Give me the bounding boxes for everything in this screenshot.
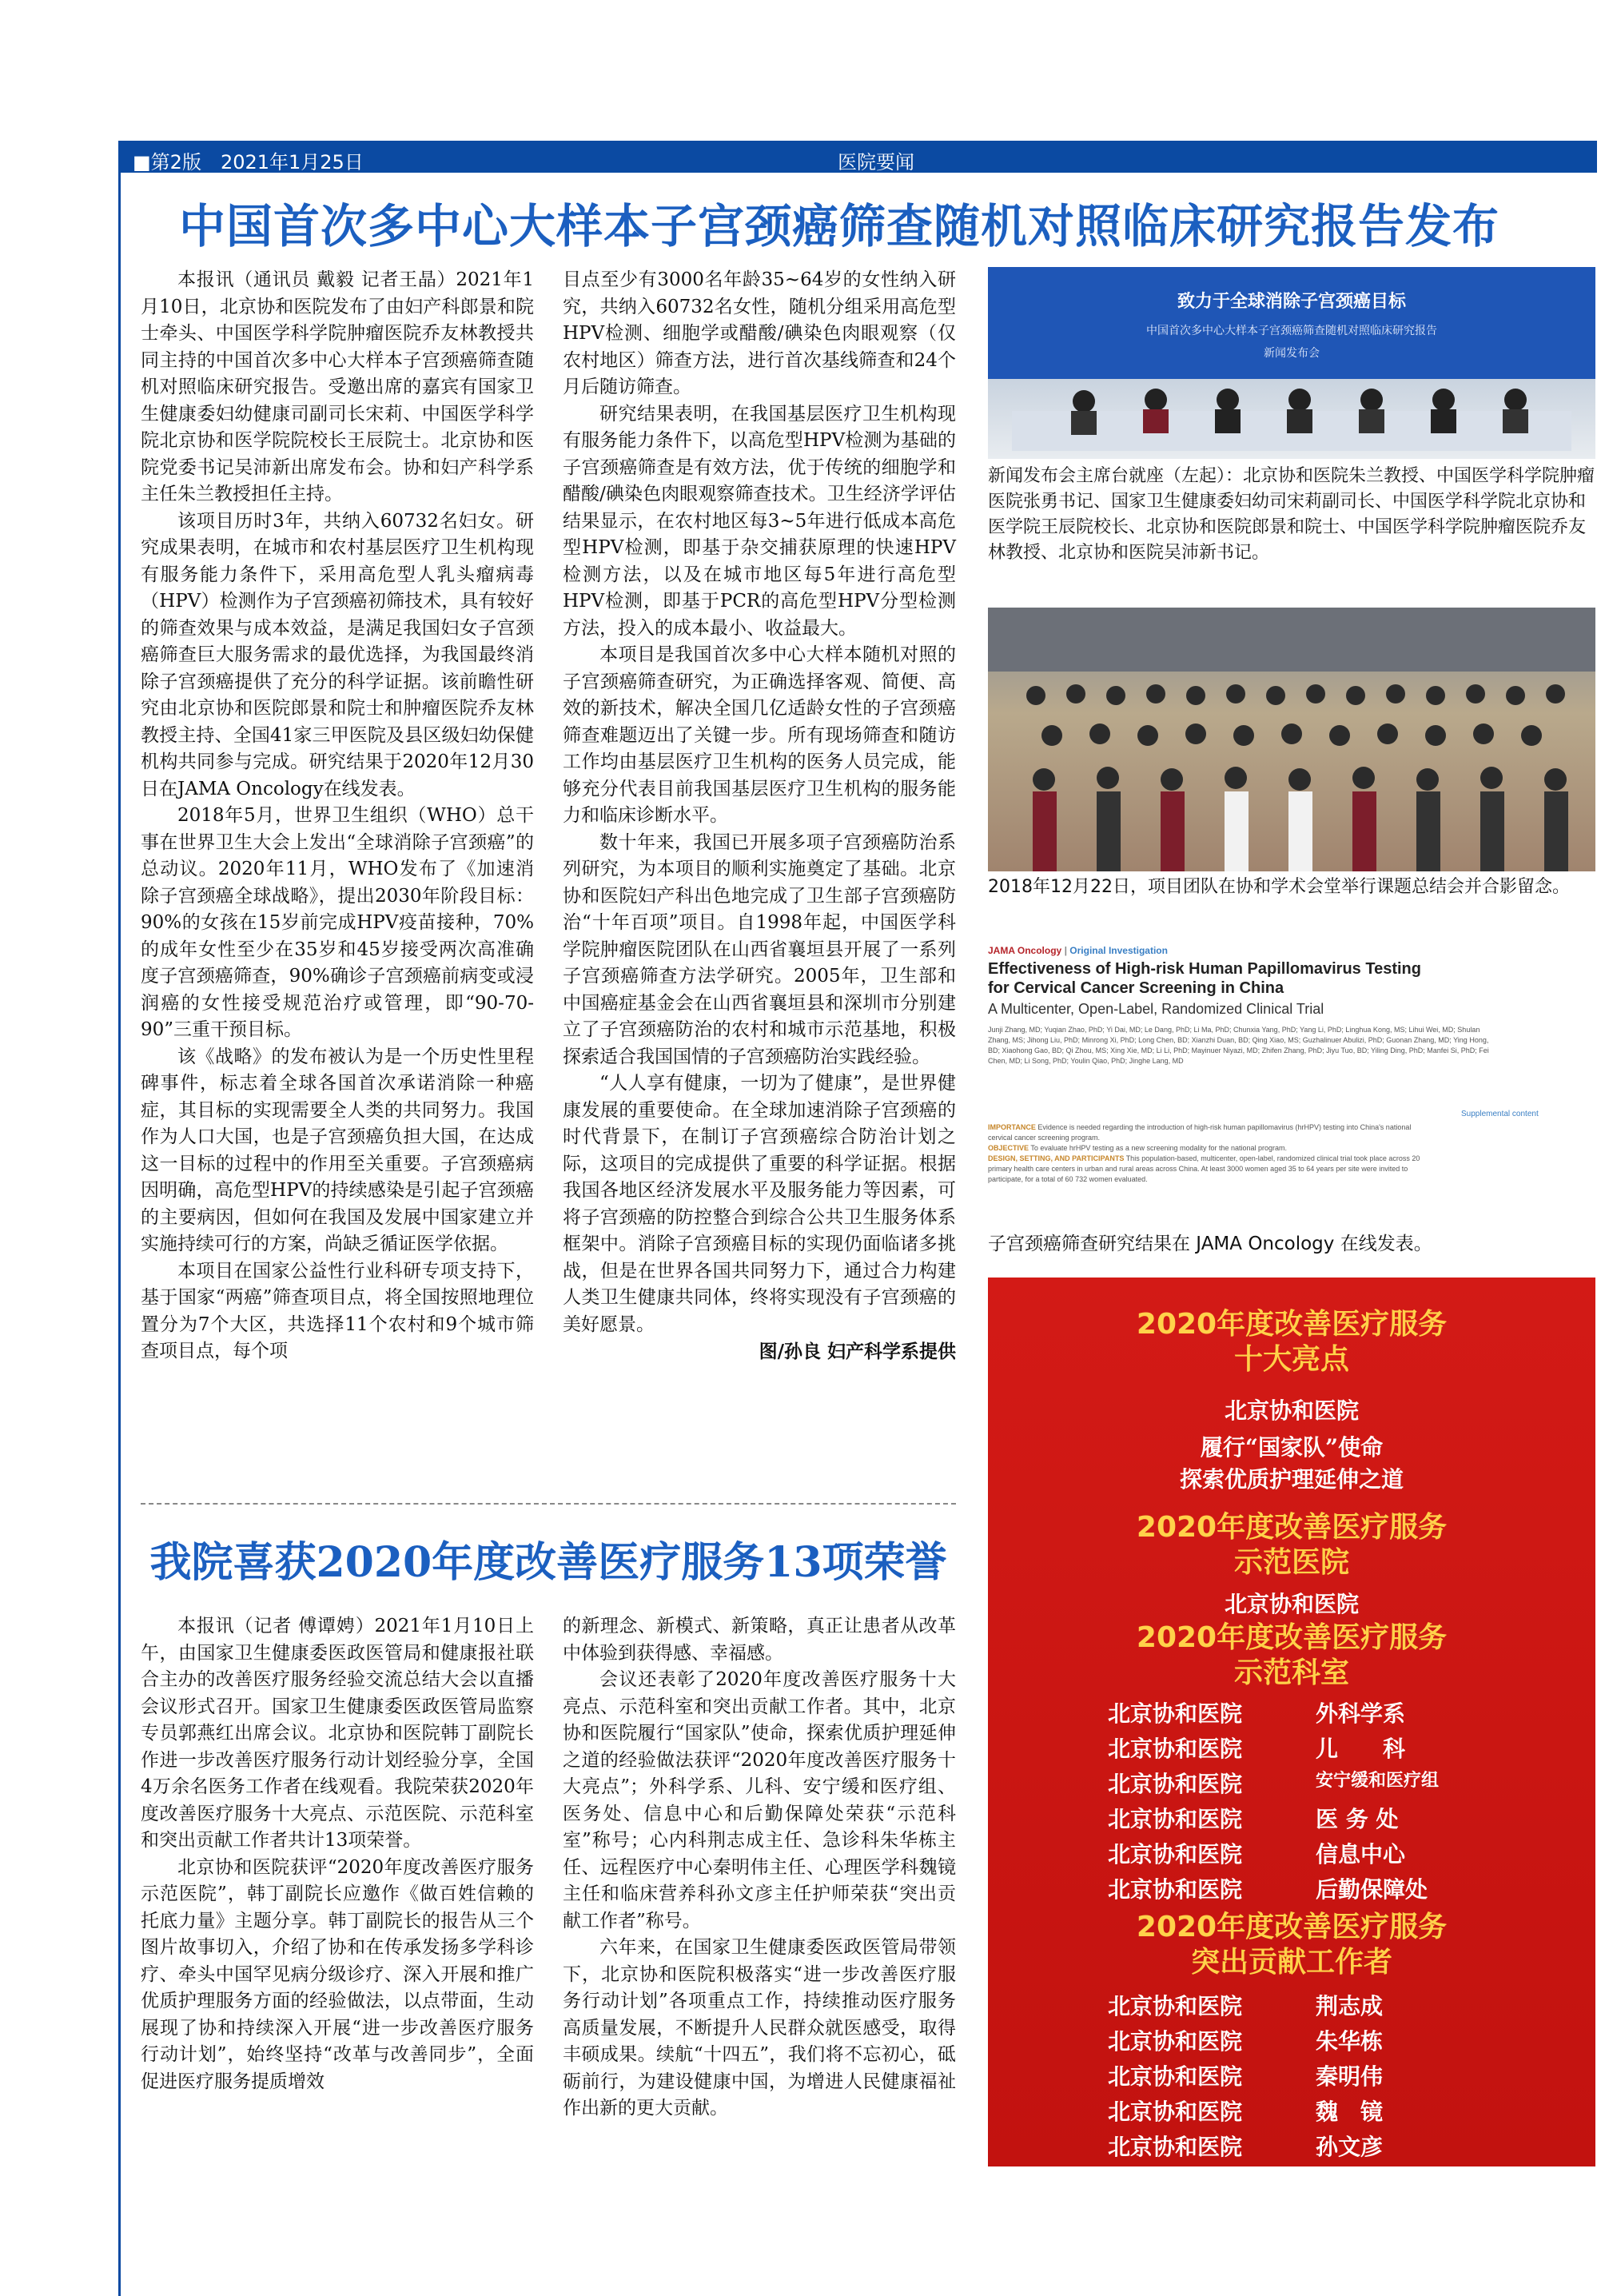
supplemental-link[interactable]: Supplemental content <box>1461 1110 1539 1118</box>
group-photo <box>988 608 1595 871</box>
article1-para: 本报讯（通讯员 戴毅 记者王晶）2021年1月10日，北京协和医院发布了由妇产科郎景和院士牵头、中国医学科学院肿瘤医院乔友林教授共同主持的中国首次多中心大样本子宫颈癌筛查随机对照临床研究报告。受邀出席的嘉宾有国家卫生健康委妇幼健康司副司长宋莉、中国医学科学院北京协和医学院院校长王辰院士。北京协和医院党委书记吴沛新出席发布会。协和妇产科学系主任朱兰教授担任主持。 <box>141 269 534 504</box>
article2-para: 六年来，在国家卫生健康委医政医管局带领下，北京协和医院积极落实“进一步改善医疗服务行动计划”各项重点工作，持续推动医疗服务高质量发展，不断提升人民群众就医感受，取得丰硕成果。续航“十四五”，我们将不忘初心，砥砺前行，为建设健康中国，为增进人民健康福祉作出新的更大贡献。 <box>563 1937 956 2119</box>
page-header-bar <box>118 141 1597 173</box>
honor-person: 魏 镜 <box>1316 2099 1384 2125</box>
section-name: 医院要闻 <box>838 151 914 173</box>
honor-dept: 后勤保障处 <box>1316 1876 1428 1903</box>
objective-label: OBJECTIVE <box>988 1144 1029 1152</box>
journal-article-subtitle: A Multicenter, Open-Label, Randomized Clinical Trial <box>988 1001 1324 1017</box>
article1-para: 该《战略》的发布被认为是一个历史性里程碑事件，标志着全球各国首次承诺消除一种癌症，其目标的实现需要全人类的共同努力。我国作为人口大国，也是子宫颈癌负担大国，在达成这一目标的过程中的作用至关重要。子宫颈癌病因明确，高危型HPV的持续感染是引起子宫颈癌的主要病因，但如何在我国及发展中国家建立并实施持续可行的方案，尚缺乏循证医学依据。 <box>141 1046 534 1254</box>
press-conference-photo <box>988 267 1595 459</box>
article2-para: 会议还表彰了2020年度改善医疗服务十大亮点、示范科室和突出贡献工作者。其中，北京协和医院履行“国家队”使命，探索优质护理延伸之道的经验做法获评“2020年度改善医疗服务十大亮点”；外科学系、儿科、安宁缓和医疗组、医务处、信息中心和后勤保障处荣获“示范科室”称号；心内科荆志成主任、急诊科朱华栋主任、远程医疗中心秦明伟主任、心理医学科魏镜主任和临床营养科孙文彦主任护师荣获“突出贡献工作者”称号。 <box>563 1669 956 1931</box>
photo1-caption: 新闻发布会主席台就座（左起）：北京协和医院朱兰教授、中国医学科学院肿瘤医院张勇书记、国家卫生健康委妇幼司宋莉副司长、中国医学科学院北京协和医学院王辰院校长、北京协和医院郎景和院士、中国医学科学院肿瘤医院乔友林教授、北京协和医院吴沛新书记。 <box>988 466 1595 563</box>
honors-section2-org: 北京协和医院 <box>1224 1591 1359 1617</box>
banner-text: 致力于全球消除子宫颈癌目标 <box>1177 292 1407 312</box>
importance-text: Evidence is needed regarding the introduction of high-risk human papillomavirus (hrHPV) testing into China's national cervical cancer screening program. <box>988 1123 1412 1142</box>
honor-hospital: 北京协和医院 <box>1108 2028 1243 2055</box>
honor-person: 荆志成 <box>1316 1993 1384 2019</box>
design-label: DESIGN, SETTING, AND PARTICIPANTS <box>988 1154 1125 1162</box>
photo2-caption: 2018年12月22日，项目团队在协和学术会堂举行课题总结会并合影留念。 <box>988 877 1570 897</box>
journal-authors: Junji Zhang, MD; Yuqian Zhao, PhD; Yi Dai, MD; Le Dang, PhD; Li Ma, PhD; Chunxia Yang, PhD; Yang Li, PhD; Linghua Kong, MS; Lihui Wei, MD; Shulan Zhang, MS; Jihong Liu, PhD; Minrong Xi, PhD; Long Chen, BD; Xianzhi Duan, BD; Qing Xiao, MS; Guzhalinuer Abulizi, PhD; Guonan Zhang, MD; Ying Hong, BD; Xiaohong Gao, BD; Qi Zhou, MS; Xing Xie, MD; Li Li, PhD; Mayinuer Niyazi, MD; Zhifen Zhang, PhD; Jiyu Tuo, BD; Yiling Ding, PhD; Manfei Si, PhD; Fei Chen, MD; Li Song, PhD; Youlin Qiao, PhD; Jinghe Lang, MD <box>988 1026 1489 1065</box>
honors-panel <box>988 1278 1595 2166</box>
honors-section4-title: 2020年度改善医疗服务 <box>1136 1911 1448 1943</box>
journal-name: JAMA Oncology <box>988 945 1062 956</box>
article1-para: 数十年来，我国已开展多项子宫颈癌防治系列研究，为本项目的顺利实施奠定了基础。北京协和医院妇产科出色地完成了卫生部子宫颈癌防治“十年百项”项目。自1998年起，中国医学科学院肿瘤医院团队在山西省襄垣县开展了一系列子宫颈癌筛查方法学研究。2005年，卫生部和中国癌症基金会在山西省襄垣县和深圳市分别建立了子宫颈癌防治的农村和城市示范基地，积极探索适合我国国情的子宫颈癌防治实践经验。 <box>563 831 956 1067</box>
journal-article-type: Original Investigation <box>1069 945 1168 956</box>
article1-para: 本项目是我国首次多中心大样本随机对照的子宫颈癌筛查研究，为正确选择客观、简便、高效的新技术，解决全国几亿适龄女性的子宫颈癌筛查难题迈出了关键一步。所有现场筛查和随访工作均由基层医疗卫生机构的医务人员完成，能够充分代表目前我国基层医疗卫生机构的服务能力和临床诊断水平。 <box>563 644 956 826</box>
article1-title: 中国首次多中心大样本子宫颈癌筛查随机对照临床研究报告发布 <box>178 199 1499 253</box>
article1-para: “人人享有健康，一切为了健康”，是世界健康发展的重要使命。在全球加速消除子宫颈癌的时代背景下，在制订子宫颈癌综合防治计划之际，这项目的完成提供了重要的科学证据。根据我国各地区经济发展水平及服务能力等因素，可将子宫颈癌的防控整合到综合公共卫生服务体系框架中。消除子宫颈癌目标的实现仍面临诸多挑战，但是在世界各国共同努力下，通过合力构建人类卫生健康共同体，终将实现没有子宫颈癌的美好愿景。 <box>563 1073 956 1335</box>
article2-para: 北京协和医院获评“2020年度改善医疗服务示范医院”，韩丁副院长应邀作《做百姓信赖的托底力量》主题分享。韩丁副院长的报告从三个图片故事切入，介绍了协和在传承发扬多学科诊疗、牵头中国罕见病分级诊疗、深入开展和推广优质护理服务方面的经验做法，以点带面，生动展现了协和持续深入开展“进一步改善医疗服务行动计划”，始终坚持“改革与改善同步”，全面促进医疗服务提质增效 <box>141 1856 534 2092</box>
honors-section1-item: 探索优质护理延伸之道 <box>1179 1466 1404 1493</box>
honor-hospital: 北京协和医院 <box>1108 1806 1243 1832</box>
photo-credit: 图/孙良 妇产科学系提供 <box>759 1341 956 1362</box>
honor-hospital: 北京协和医院 <box>1108 2134 1243 2160</box>
honor-hospital: 北京协和医院 <box>1108 1771 1243 1797</box>
honor-hospital: 北京协和医院 <box>1108 1736 1243 1762</box>
honors-section4-subtitle: 突出贡献工作者 <box>1190 1946 1392 1979</box>
honor-dept: 儿 科 <box>1316 1736 1406 1762</box>
left-rule <box>118 173 121 2296</box>
banner-subtext-2: 新闻发布会 <box>1264 347 1320 360</box>
honors-section2-title: 2020年度改善医疗服务 <box>1136 1511 1448 1544</box>
honor-person: 朱华栋 <box>1316 2028 1384 2055</box>
honor-dept: 信息中心 <box>1316 1841 1406 1867</box>
journal-abstract <box>988 1122 1436 1185</box>
honors-section1-org: 北京协和医院 <box>1224 1397 1359 1424</box>
article2-column-1 <box>141 1613 534 2095</box>
honor-dept: 安宁缓和医疗组 <box>1316 1770 1440 1791</box>
objective-text: To evaluate hrHPV testing as a new screening modality for the national program. <box>1030 1144 1288 1152</box>
article2-title: 我院喜获2020年度改善医疗服务13项荣誉 <box>149 1538 947 1587</box>
honors-section3-title: 2020年度改善医疗服务 <box>1136 1621 1448 1654</box>
article2-para: 本报讯（记者 傅谭娉）2021年1月10日上午，由国家卫生健康委医政医管局和健康报社联合主办的改善医疗服务经验交流总结大会以直播会议形式召开。国家卫生健康委医政医管局监察专员郭燕红出席会议。北京协和医院韩丁副院长作进一步改善医疗服务行动计划经验分享，全国4万余名医务工作者在线观看。我院荣获2020年度改善医疗服务十大亮点、示范医院、示范科室和突出贡献工作者共计13项荣誉。 <box>141 1616 534 1851</box>
design-text: This population-based, multicenter, open-label, randomized clinical trial took place across 20 primary health care centers in urban and rural areas across China. At least 3000 women aged 35 to 64 years per site were invited to participate, for a total of 60 732 women evaluated. <box>988 1154 1420 1183</box>
banner-subtext: 中国首次多中心大样本子宫颈癌筛查随机对照临床研究报告 <box>1146 325 1437 337</box>
honors-section1-subtitle: 十大亮点 <box>1233 1343 1349 1376</box>
importance-label: IMPORTANCE <box>988 1123 1036 1131</box>
article1-para: 研究结果表明，在我国基层医疗卫生机构现有服务能力条件下，以高危型HPV检测为基础的子宫颈癌筛查是有效方法，优于传统的细胞学和醋酸/碘染色肉眼观察筛查技术。卫生经济学评估结果显示，在农村地区每3~5年进行低成本高危型HPV检测，即基于杂交捕获原理的快速HPV检测方法，以及在城市地区每5年进行高危型HPV检测，即基于PCR的高危型HPV分型检测方法，投入的成本最小、收益最大。 <box>563 403 956 639</box>
honor-dept: 外科学系 <box>1316 1700 1406 1727</box>
honor-person: 孙文彦 <box>1316 2134 1384 2160</box>
honor-hospital: 北京协和医院 <box>1108 1841 1243 1867</box>
honor-dept: 医 务 处 <box>1316 1806 1399 1832</box>
honors-section3-subtitle: 示范科室 <box>1233 1656 1349 1689</box>
article1-para: 该项目历时3年，共纳入60732名妇女。研究成果表明，在城市和农村基层医疗卫生机构现有服务能力条件下，采用高危型人乳头瘤病毒（HPV）检测作为子宫颈癌初筛技术，具有较好的筛查效果与成本效益，是满足我国妇女子宫颈癌筛查巨大服务需求的最优选择，为我国最终消除子宫颈癌提供了充分的科学证据。该前瞻性研究由北京协和医院郎景和院士和肿瘤医院乔友林教授主持、全国41家三甲医院及县区级妇幼保健机构共同参与完成。研究结果于2020年12月30日在JAMA Oncology在线发表。 <box>141 510 534 799</box>
honors-section2-subtitle: 示范医院 <box>1233 1546 1349 1579</box>
article2-para: 的新理念、新模式、新策略，真正让患者从改革中体验到获得感、幸福感。 <box>563 1616 956 1664</box>
article2-column-2 <box>563 1613 956 2123</box>
honor-hospital: 北京协和医院 <box>1108 1993 1243 2019</box>
article1-para: 2018年5月，世界卫生组织（WHO）总干事在世界卫生大会上发出“全球消除子宫颈癌”的总动议。2020年11月，WHO发布了《加速消除子宫颈癌全球战略》，提出2030年阶段目标：90%的女孩在15岁前完成HPV疫苗接种，70%的成年女性至少在35岁和45岁接受两次高准确度子宫颈癌筛查，90%确诊子宫颈癌前病变或浸润癌的女性接受规范治疗或管理，即“90-70-90”三重干预目标。 <box>141 805 534 1040</box>
honors-section1-title: 2020年度改善医疗服务 <box>1136 1308 1448 1341</box>
honor-hospital: 北京协和医院 <box>1108 2099 1243 2125</box>
article1-column-2 <box>563 267 956 1365</box>
article1-para: 目点至少有3000名年龄35~64岁的女性纳入研究，共纳入60732名女性，随机分组采用高危型HPV检测、细胞学或醋酸/碘染色肉眼观察（仅农村地区）筛查方法，进行首次基线筛查和24个月后随访筛查。 <box>563 269 956 397</box>
honor-hospital: 北京协和医院 <box>1108 1876 1243 1903</box>
journal-caption: 子宫颈癌筛查研究结果在 JAMA Oncology 在线发表。 <box>988 1234 1432 1254</box>
honor-hospital: 北京协和医院 <box>1108 2063 1243 2090</box>
issue-date: ■第2版 2021年1月25日 <box>133 151 364 173</box>
honor-hospital: 北京协和医院 <box>1108 1700 1243 1727</box>
journal-screenshot: JAMA Oncology | Original Investigation Effectiveness of High-risk Human Papillomavirus Testing for Cervical Cancer Screening in China A Multicenter, Open-Label, Randomized Clinical Trial Junji Zhang, MD; Yuqian Zhao, PhD; Yi Dai, MD; Le Dang, PhD; Li Ma, PhD; Chunxia Yang, PhD; Yang Li, PhD; Linghua Kong, MS; Lihui Wei, MD; Shulan Zhang, MS; Jihong Liu, PhD; Minrong Xi, PhD; Long Chen, BD; Xianzhi Duan, BD; Qing Xiao, MS; Guzhalinuer Abulizi, PhD; Guonan Zhang, MD; Ying Hong, BD; Xiaohong Gao, BD; Qi Zhou, MS; Xing Xie, MD; Li Li, PhD; Mayinuer Niyazi, MD; Zhifen Zhang, PhD; Jiyu Tuo, BD; Yiling Ding, PhD; Manfei Si, PhD; Fei Chen, MD; Li Song, PhD; Youlin Qiao, PhD; Jinghe Lang, MD Supplemental content IMPORTANCE Evidence is needed regarding the introduction of high-risk human papillomavirus (hrHPV) testing into China's national cervical cancer screening program. OBJECTIVE To evaluate hrHPV testing as a new screening modality for the national program. DESIGN, SETTING, AND PARTICIPANTS This population-based, multicenter, open-label, randomized clinical trial took place across 20 primary health care centers in urban and rural areas across China. At least 3000 women aged 35 to 64 years per site were invited to participate, for a total of 60 732 women evaluated. <box>988 945 1595 1217</box>
group-photo-illustration <box>988 608 1595 871</box>
journal-article-title: Effectiveness of High-risk Human Papillomavirus Testing for Cervical Cancer Screening in China <box>988 960 1421 997</box>
honor-person: 秦明伟 <box>1316 2063 1384 2090</box>
honors-section1-item: 履行“国家队”使命 <box>1200 1434 1384 1461</box>
article1-para: 本项目在国家公益性行业科研专项支持下，基于国家“两癌”筛查项目点，将全国按照地理位置分为7个大区，共选择11个农村和9个城市筛查项目点，每个项 <box>141 1260 534 1361</box>
article1-column-1 <box>141 267 534 1365</box>
press-conference-illustration <box>988 267 1595 459</box>
article-divider <box>141 1503 956 1505</box>
